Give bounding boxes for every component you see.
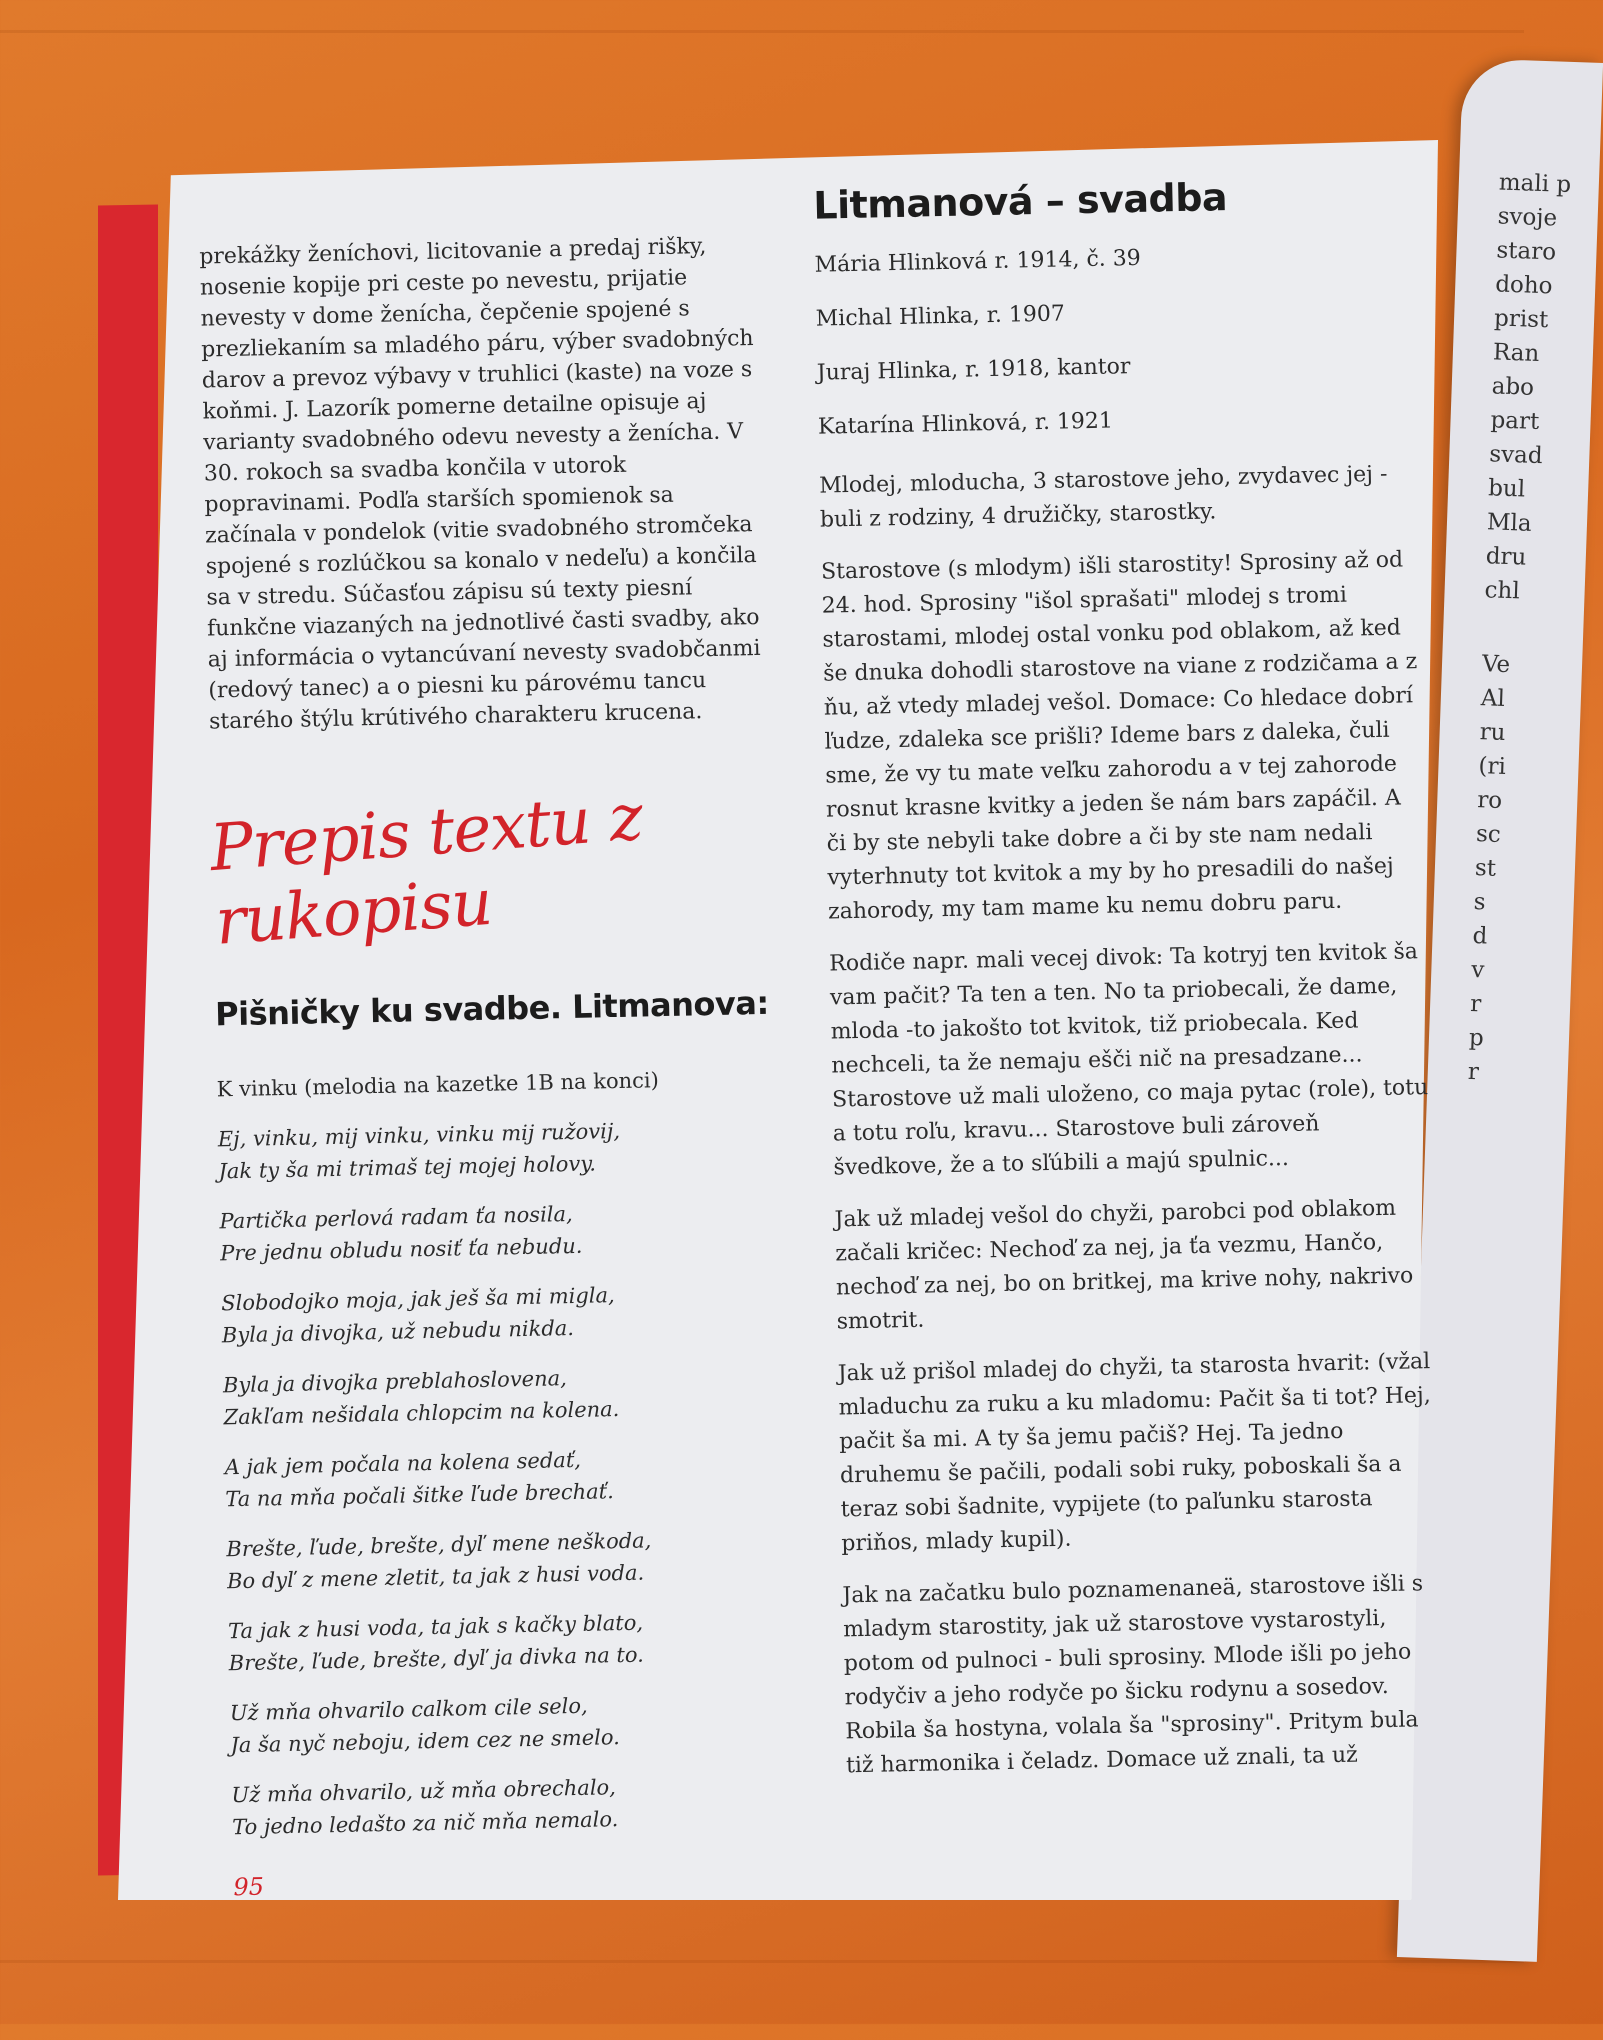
verse-line: Brešte, ľude, brešte, dyľ ja divka na to. (228, 1642, 645, 1676)
facing-page-text-fragment: doho (1494, 271, 1553, 300)
facing-page-text-fragment: prist (1493, 305, 1549, 334)
narrative-text (819, 457, 1446, 1783)
facing-page-text-fragment: svad (1488, 441, 1544, 470)
facing-page-text-fragment: Ran (1492, 339, 1540, 367)
verse-line: Zakľam nešidala chlopcim na kolena. (223, 1397, 620, 1430)
left-column (199, 230, 794, 1901)
narrative-paragraph: Jak už mladej vešol do chyži, parobci pod oblakom začali kričec: Nechoď za nej, ja ťa vezmu, Hančo, nechoď za nej, bo on britkej, ma krive nohy, nakrivo smotrit. (834, 1195, 1414, 1335)
verse-line: Už mňa ohvarilo, už mňa obrechalo, (231, 1775, 617, 1808)
section-title: Litmanová – svadba (812, 175, 1228, 228)
informant-list (814, 237, 1418, 444)
facing-page-text-fragment: ru (1479, 719, 1506, 747)
informant-entry: Katarína Hlinková, r. 1921 (817, 408, 1114, 440)
facing-page-text-fragment: r (1467, 1058, 1480, 1086)
facing-page-text-fragment: s (1473, 889, 1487, 916)
verse-line: Partička perlová radam ťa nosila, (219, 1201, 573, 1234)
verse-line: Ej, vinku, mij vinku, vinku mij ružovij, (217, 1118, 621, 1152)
intro-paragraph: prekážky ženíchovi, licitovanie a predaj rišky, nosenie kopije pri ceste po nevestu, prijatie nevesty v dome ženícha, čepčenie spojené s prezliekaním sa mladého páru, výber svadobných darov a prevoz výbavy v truhlici (kaste) na voze s koňmi. J. Lazorík pomerne detailne opisuje aj varianty svadobného odevu nevesty a ženícha. V 30. rokoch sa svadba končila v utorok popravinami. Podľa starších spomienok sa začínala v pondelok (vitie svadobného stromčeka spojené s rozlúčkou sa konalo v nedeľu) a končila sa v stredu. Súčasťou zápisu sú texty piesní funkčne viazaných na jednotlivé časti svadby, ako aj informácia o vytancúvaní nevesty svadobčanmi (redový tanec) a o piesni ku párovému tancu starého štýlu krútivého charakteru krucena. (199, 233, 761, 735)
right-column (813, 171, 1446, 1783)
facing-page-text-fragment: bul (1487, 475, 1526, 503)
facing-page-text-fragment: svoje (1497, 203, 1558, 232)
verse-line: Ta jak z husi voda, ta jak s kačky blato, (227, 1610, 644, 1644)
verse-line: Bo dyľ z mene zletit, ta jak z husi voda. (226, 1560, 645, 1594)
facing-page-text-fragment: dru (1485, 543, 1527, 571)
narrative-paragraph: Jak na začatku bulo poznamenaneä, starostove išli s mladym starostity, jak už starostove vystarostyli, potom od pulnoci - buli sprosiny. Mlode išli po jeho rodyčiv a jeho rodyče po šicku rodynu a sosedov. Robila ša hostyna, volala ša "sprosiny". Pritym bula tiž harmonika i čeladz. Domace už znali, ta už (842, 1571, 1424, 1779)
facing-page-text-fragment: st (1474, 855, 1497, 882)
song-verse (231, 1768, 792, 1844)
informant-entry: Mária Hlinková r. 1914, č. 39 (814, 245, 1142, 278)
verse-line: Už mňa ohvarilo calkom cile selo, (229, 1693, 588, 1726)
verse-line: Byla ja divojka, už nebudu nikda. (221, 1315, 575, 1348)
song-verse (229, 1686, 790, 1762)
song-verse (223, 1358, 784, 1434)
facing-page-text-fragment: Ve (1481, 651, 1511, 679)
song-verse (221, 1276, 782, 1352)
facing-page-text-fragment: chl (1484, 577, 1521, 605)
narrative-paragraph: Mlodej, mloducha, 3 starostove jeho, zvydavec jej - buli z rodziny, 4 družičky, starostky. (818, 461, 1388, 533)
facing-page-text-fragment: Al (1480, 685, 1506, 712)
facing-page-text-fragment: part (1490, 407, 1540, 436)
facing-page-text-fragment: staro (1496, 237, 1557, 266)
song-intro-line: K vinku (melodia na kazetke 1B na konci) (216, 1068, 660, 1102)
song-verse (224, 1440, 785, 1516)
handwritten-section-title: Prepis textu z rukopisu (207, 780, 645, 960)
verse-line: Ja ša nyč neboju, idem cez ne smelo. (230, 1725, 621, 1758)
song-verse (219, 1194, 780, 1270)
facing-page-text-fragment: sc (1475, 821, 1502, 848)
narrative-paragraph: Jak už prišol mladej do chyži, ta starosta hvarit: (vžal mladuchu za ruku a ku mladomu: Pačit ša ti tot? Hej, pačit ša mi. A ty ša jemu pačiš? Hej. Ta jedno druhemu še pačili, podali sobi ruky, poboskali ša a teraz sobi šadnite, vypijete (to paľunku starosta priňos, mlady kupil). (837, 1349, 1432, 1557)
verse-line: A jak jem počala na kolena sedať, (224, 1447, 582, 1480)
facing-page-text-fragment: p (1468, 1024, 1485, 1052)
verse-line: Ta na mňa počali šitke ľude brechať. (225, 1479, 614, 1512)
verse-line: To jedno ledašto za nič mňa nemalo. (231, 1807, 619, 1840)
facing-page-text-fragment: ro (1476, 787, 1503, 814)
song-verse (226, 1522, 787, 1598)
informant-entry: Juraj Hlinka, r. 1918, kantor (816, 354, 1131, 386)
verse-line: Brešte, ľude, brešte, dyľ mene neškoda, (226, 1528, 652, 1562)
song-verse (217, 1112, 778, 1188)
facing-page-text-fragment: v (1470, 956, 1485, 984)
facing-page-text-fragment: d (1472, 923, 1488, 950)
facing-page-text-fragment: mali p (1498, 169, 1572, 198)
song-verses (217, 1112, 792, 1844)
verse-line: Slobodojko moja, jak ješ ša mi migla, (220, 1283, 615, 1316)
facing-page-text-fragment: r (1469, 990, 1482, 1018)
verse-line: Pre jednu obludu nosiť ťa nebudu. (219, 1233, 583, 1266)
facing-page-text-fragment: (ri (1478, 753, 1507, 781)
verse-line: Jak ty ša mi trimaš tej mojej holovy. (218, 1151, 597, 1184)
narrative-paragraph: Starostove (s mlodym) išli starostity! Sprosiny až od 24. hod. Sprosiny "išol sprašati" mlodej s tromi starostami, mlodej ostal vonku pod oblakom, až ked še dnuka dohodli starostove na viane z rodzičama a z ňu, až vtedy mladej vešol. Domace: Co hledace dobrí ľudze, zdaleka sce prišli? Ideme bars z daleka, čuli sme, že vy tu mate veľku zahorodu a v tej zahorode rosnut krasne kvitky a jeden še nám bars zapáčil. A či by ste nebyli take dobre a či by ste nam nedali vyterhnuty tot kvitok a my by ho presadili do našej zahorody, my tam mame ku nemu dobru paru. (820, 547, 1418, 925)
songs-heading: Pišničky ku svadbe. Litmanova: (214, 983, 770, 1034)
informant-entry: Michal Hlinka, r. 1907 (815, 301, 1066, 332)
verse-line: Byla ja divojka preblahoslovena, (222, 1366, 568, 1398)
facing-page-text-fragment: Mla (1486, 509, 1533, 537)
song-verse (228, 1604, 789, 1680)
page-number: 95 (233, 1872, 265, 1902)
narrative-paragraph: Rodiče napr. mali vecej divok: Ta kotryj ten kvitok ša vam pačit? Ta ten a ten. No ta priobecali, že dame, mloda -to jakošto tot kvitok, tiž priobecala. Ked nechceli, ta že nemaju ešči nič na presadzane... Starostove už mali uloženo, co maja pytac (role), totu a totu roľu, kravu... Starostove buli zároveň švedkove, že a to sľúbili a majú spulnic... (829, 939, 1429, 1181)
facing-page-text-fragment: abo (1491, 373, 1535, 401)
